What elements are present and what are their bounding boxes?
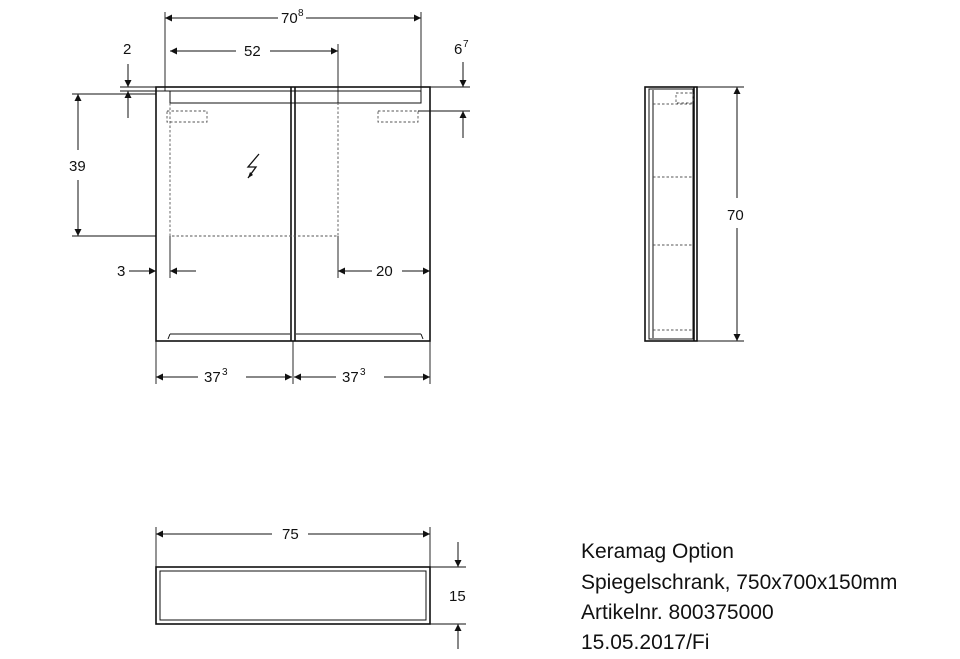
- dim-total-width-sup: 8: [298, 8, 304, 19]
- dim-right-20: 20: [376, 263, 393, 280]
- dim-right-top-sup: 7: [463, 39, 469, 50]
- side-view: [645, 87, 744, 341]
- dim-door-left-main: 37: [204, 369, 221, 386]
- dim-side-height: 70: [727, 207, 744, 224]
- dim-height-39: 39: [69, 158, 86, 175]
- side-socket: [676, 93, 693, 103]
- dim-top-width: 75: [282, 526, 299, 543]
- cabinet-top-outline: [156, 567, 430, 624]
- dim-total-width-main: 70: [281, 10, 298, 27]
- dim-door-left-sup: 3: [222, 367, 228, 378]
- cabinet-front-outline: [156, 87, 430, 341]
- bottom-shelf-tick-left: [168, 334, 170, 339]
- front-view: [69, 8, 470, 386]
- bottom-shelf-tick-right: [421, 334, 423, 339]
- side-inner-frame: [649, 89, 693, 339]
- product-name: Keramag Option: [581, 540, 734, 563]
- product-description: Spiegelschrank, 750x700x150mm: [581, 571, 898, 594]
- dim-top-gap: 2: [123, 41, 132, 58]
- dim-door-right-sup: 3: [360, 367, 366, 378]
- dim-left-3: 3: [117, 263, 126, 280]
- dim-depth: 15: [449, 588, 466, 605]
- cabinet-top-inner: [160, 571, 426, 620]
- dim-right-top-main: 6: [454, 41, 463, 58]
- top-view: [156, 526, 466, 649]
- article-number: Artikelnr. 800375000: [581, 601, 774, 624]
- drawing-date: 15.05.2017/Fi: [581, 631, 710, 654]
- socket-right: [378, 111, 418, 122]
- dim-light-width: 52: [244, 43, 261, 60]
- socket-left: [167, 111, 207, 122]
- dim-door-right-main: 37: [342, 369, 359, 386]
- info-block: [581, 540, 897, 654]
